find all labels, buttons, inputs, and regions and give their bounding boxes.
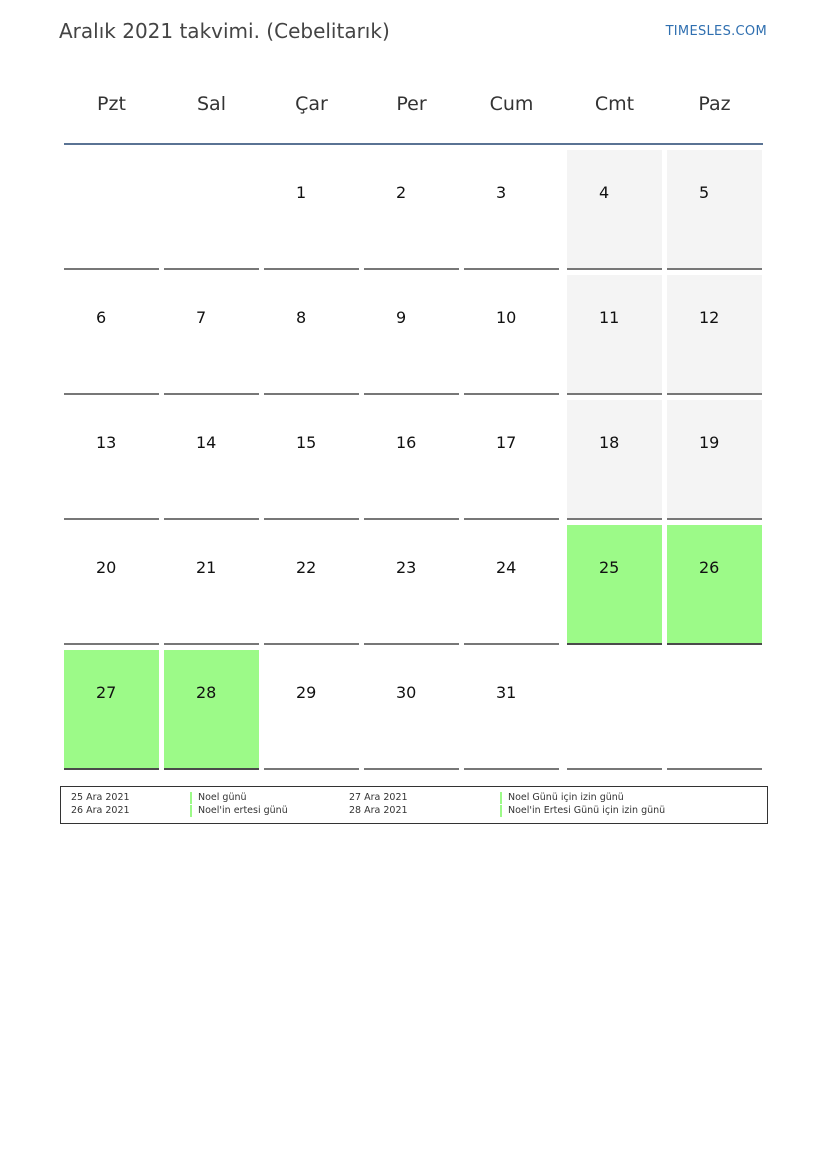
day-number: 9	[396, 308, 407, 327]
legend-date: 28 Ara 2021	[349, 805, 408, 816]
empty-day-cell	[667, 650, 762, 770]
day-cell	[264, 525, 359, 645]
legend-color-marker	[190, 805, 192, 817]
day-cell	[264, 275, 359, 395]
day-cell	[667, 525, 762, 645]
day-number: 15	[296, 433, 317, 452]
day-cell	[567, 275, 662, 395]
legend-date: 26 Ara 2021	[71, 805, 130, 816]
day-cell	[464, 275, 559, 395]
day-cell	[364, 275, 459, 395]
day-number: 28	[196, 683, 217, 702]
legend-date: 27 Ara 2021	[349, 792, 408, 803]
day-number: 26	[699, 558, 720, 577]
weekday-fri: Cum	[489, 93, 534, 115]
day-cell	[567, 400, 662, 520]
day-cell	[64, 650, 159, 770]
day-cell	[64, 275, 159, 395]
day-cell	[667, 275, 762, 395]
legend-color-marker	[190, 792, 192, 804]
day-cell	[164, 400, 259, 520]
day-number: 22	[296, 558, 317, 577]
day-cell	[464, 150, 559, 270]
day-cell	[264, 400, 359, 520]
legend-date: 25 Ara 2021	[71, 792, 130, 803]
day-cell	[667, 150, 762, 270]
day-cell	[364, 525, 459, 645]
day-number: 11	[599, 308, 620, 327]
weekday-sat: Cmt	[594, 93, 635, 115]
day-cell	[164, 650, 259, 770]
day-number: 20	[96, 558, 117, 577]
day-number: 12	[699, 308, 720, 327]
legend-color-marker	[500, 805, 502, 817]
day-number: 21	[196, 558, 217, 577]
day-number: 25	[599, 558, 620, 577]
day-cell	[464, 650, 559, 770]
day-cell	[364, 650, 459, 770]
empty-day-cell	[567, 650, 662, 770]
day-number: 4	[599, 183, 610, 202]
day-number: 24	[496, 558, 517, 577]
empty-day-cell	[164, 150, 259, 270]
weekday-thu: Per	[396, 93, 427, 115]
day-number: 17	[496, 433, 517, 452]
day-number: 10	[496, 308, 517, 327]
day-cell	[164, 275, 259, 395]
day-cell	[667, 400, 762, 520]
day-cell	[64, 400, 159, 520]
legend-holiday-name: Noel'in ertesi günü	[198, 805, 288, 816]
day-number: 19	[699, 433, 720, 452]
legend-holiday-name: Noel Günü için izin günü	[508, 792, 624, 803]
day-cell	[364, 400, 459, 520]
day-cell	[264, 650, 359, 770]
page-title: Aralık 2021 takvimi. (Cebelitarık)	[59, 19, 390, 43]
day-cell	[164, 525, 259, 645]
weekday-mon: Pzt	[97, 93, 126, 115]
weekday-tue: Sal	[197, 93, 226, 115]
day-cell	[567, 150, 662, 270]
day-number: 1	[296, 183, 307, 202]
weekday-header	[64, 75, 763, 145]
day-cell	[464, 400, 559, 520]
legend-holiday-name: Noel günü	[198, 792, 247, 803]
day-cell	[64, 525, 159, 645]
day-number: 7	[196, 308, 207, 327]
day-number: 29	[296, 683, 317, 702]
day-number: 14	[196, 433, 217, 452]
weekday-wed: Çar	[295, 93, 328, 115]
day-cell	[464, 525, 559, 645]
holiday-legend	[60, 786, 768, 824]
day-number: 8	[296, 308, 307, 327]
day-number: 16	[396, 433, 417, 452]
day-cell	[567, 525, 662, 645]
day-number: 23	[396, 558, 417, 577]
day-number: 18	[599, 433, 620, 452]
legend-holiday-name: Noel'in Ertesi Günü için izin günü	[508, 805, 666, 816]
day-number: 31	[496, 683, 517, 702]
day-cell	[364, 150, 459, 270]
day-number: 30	[396, 683, 417, 702]
empty-day-cell	[64, 150, 159, 270]
day-number: 13	[96, 433, 117, 452]
day-number: 5	[699, 183, 710, 202]
weekday-sun: Paz	[698, 93, 731, 115]
day-number: 6	[96, 308, 107, 327]
day-number: 3	[496, 183, 507, 202]
day-number: 2	[396, 183, 407, 202]
legend-color-marker	[500, 792, 502, 804]
brand-link[interactable]: TIMESLES.COM	[665, 24, 767, 39]
day-number: 27	[96, 683, 117, 702]
day-cell	[264, 150, 359, 270]
